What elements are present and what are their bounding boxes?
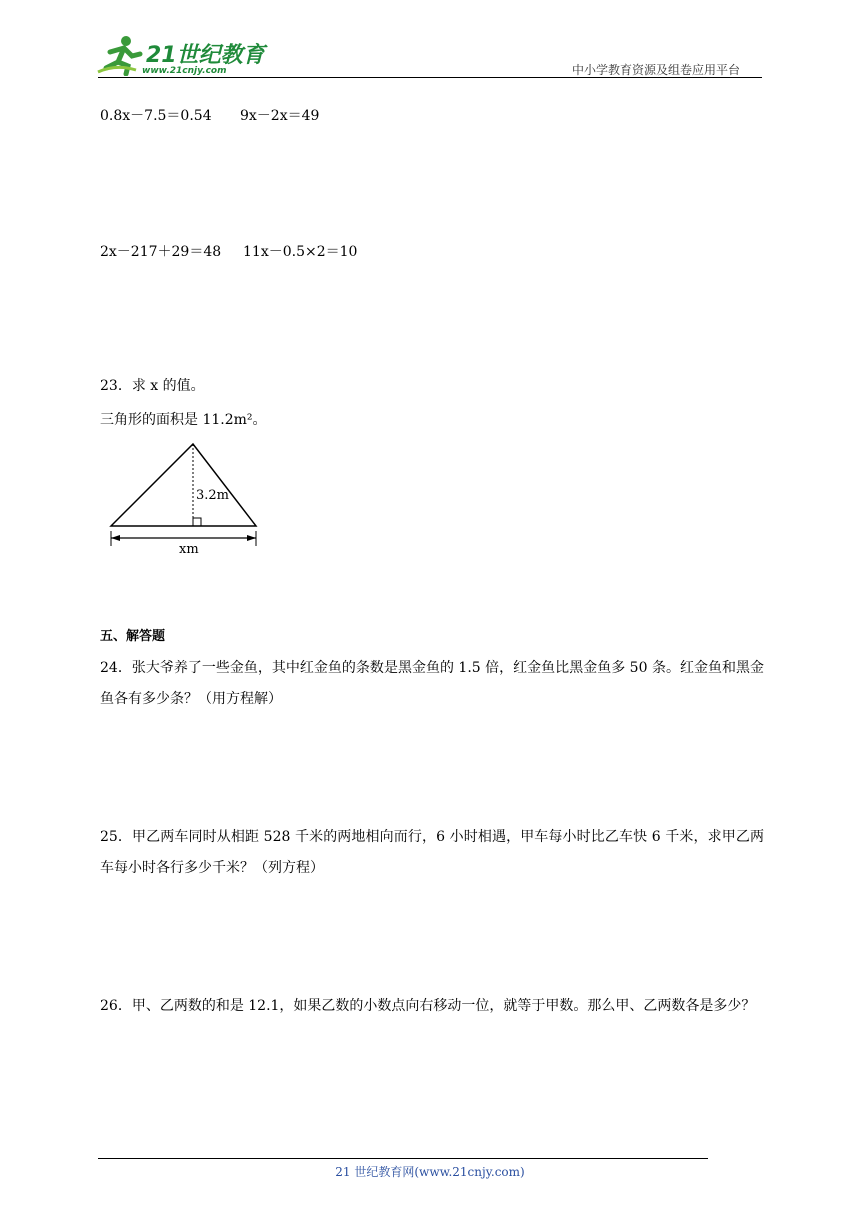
header-platform-name: 中小学教育资源及组卷应用平台 xyxy=(572,63,741,77)
q23-description: 三角形的面积是 11.2m²。 xyxy=(100,412,267,428)
triangle-shape xyxy=(111,444,256,526)
logo-url: www.21cnjy.com xyxy=(142,66,227,76)
runner-logo-icon xyxy=(96,34,144,76)
q26-text: 26．甲、乙两数的和是 12.1，如果乙数的小数点向右移动一位，就等于甲数。那么甲、乙两数各是多少？ xyxy=(100,998,756,1014)
q25-text: 25．甲乙两车同时从相距 528 千米的两地相向而行，6 小时相遇，甲车每小时比乙车快 6 千米，求甲乙两车每小时各行多少千米？（列方程） xyxy=(100,829,764,876)
right-angle-mark xyxy=(193,518,201,526)
equation-4: 11x－0.5×2＝10 xyxy=(243,244,358,260)
height-label: 3.2m xyxy=(196,488,230,503)
q24-text: 24．张大爷养了一些金鱼，其中红金鱼的条数是黑金鱼的 1.5 倍，红金鱼比黑金鱼多 50 条。红金鱼和黑金鱼各有多少条？（用方程解） xyxy=(100,660,764,707)
logo-text: 21世纪教育 xyxy=(146,43,265,68)
equation-3: 2x－217＋29＝48 xyxy=(100,244,222,260)
base-label: xm xyxy=(179,542,199,557)
triangle-figure xyxy=(100,438,270,568)
footer-divider xyxy=(98,1158,708,1159)
q23-title: 23．求 x 的值。 xyxy=(100,378,205,394)
base-right-arrow xyxy=(247,535,256,541)
header-divider xyxy=(98,77,762,78)
footer-text: 21 世纪教育网(www.21cnjy.com) xyxy=(335,1165,525,1179)
base-left-arrow xyxy=(111,535,120,541)
equation-2: 9x－2x＝49 xyxy=(240,108,320,124)
equation-1: 0.8x－7.5＝0.54 xyxy=(100,108,212,124)
header xyxy=(0,0,860,80)
section-title: 五、解答题 xyxy=(100,629,166,644)
